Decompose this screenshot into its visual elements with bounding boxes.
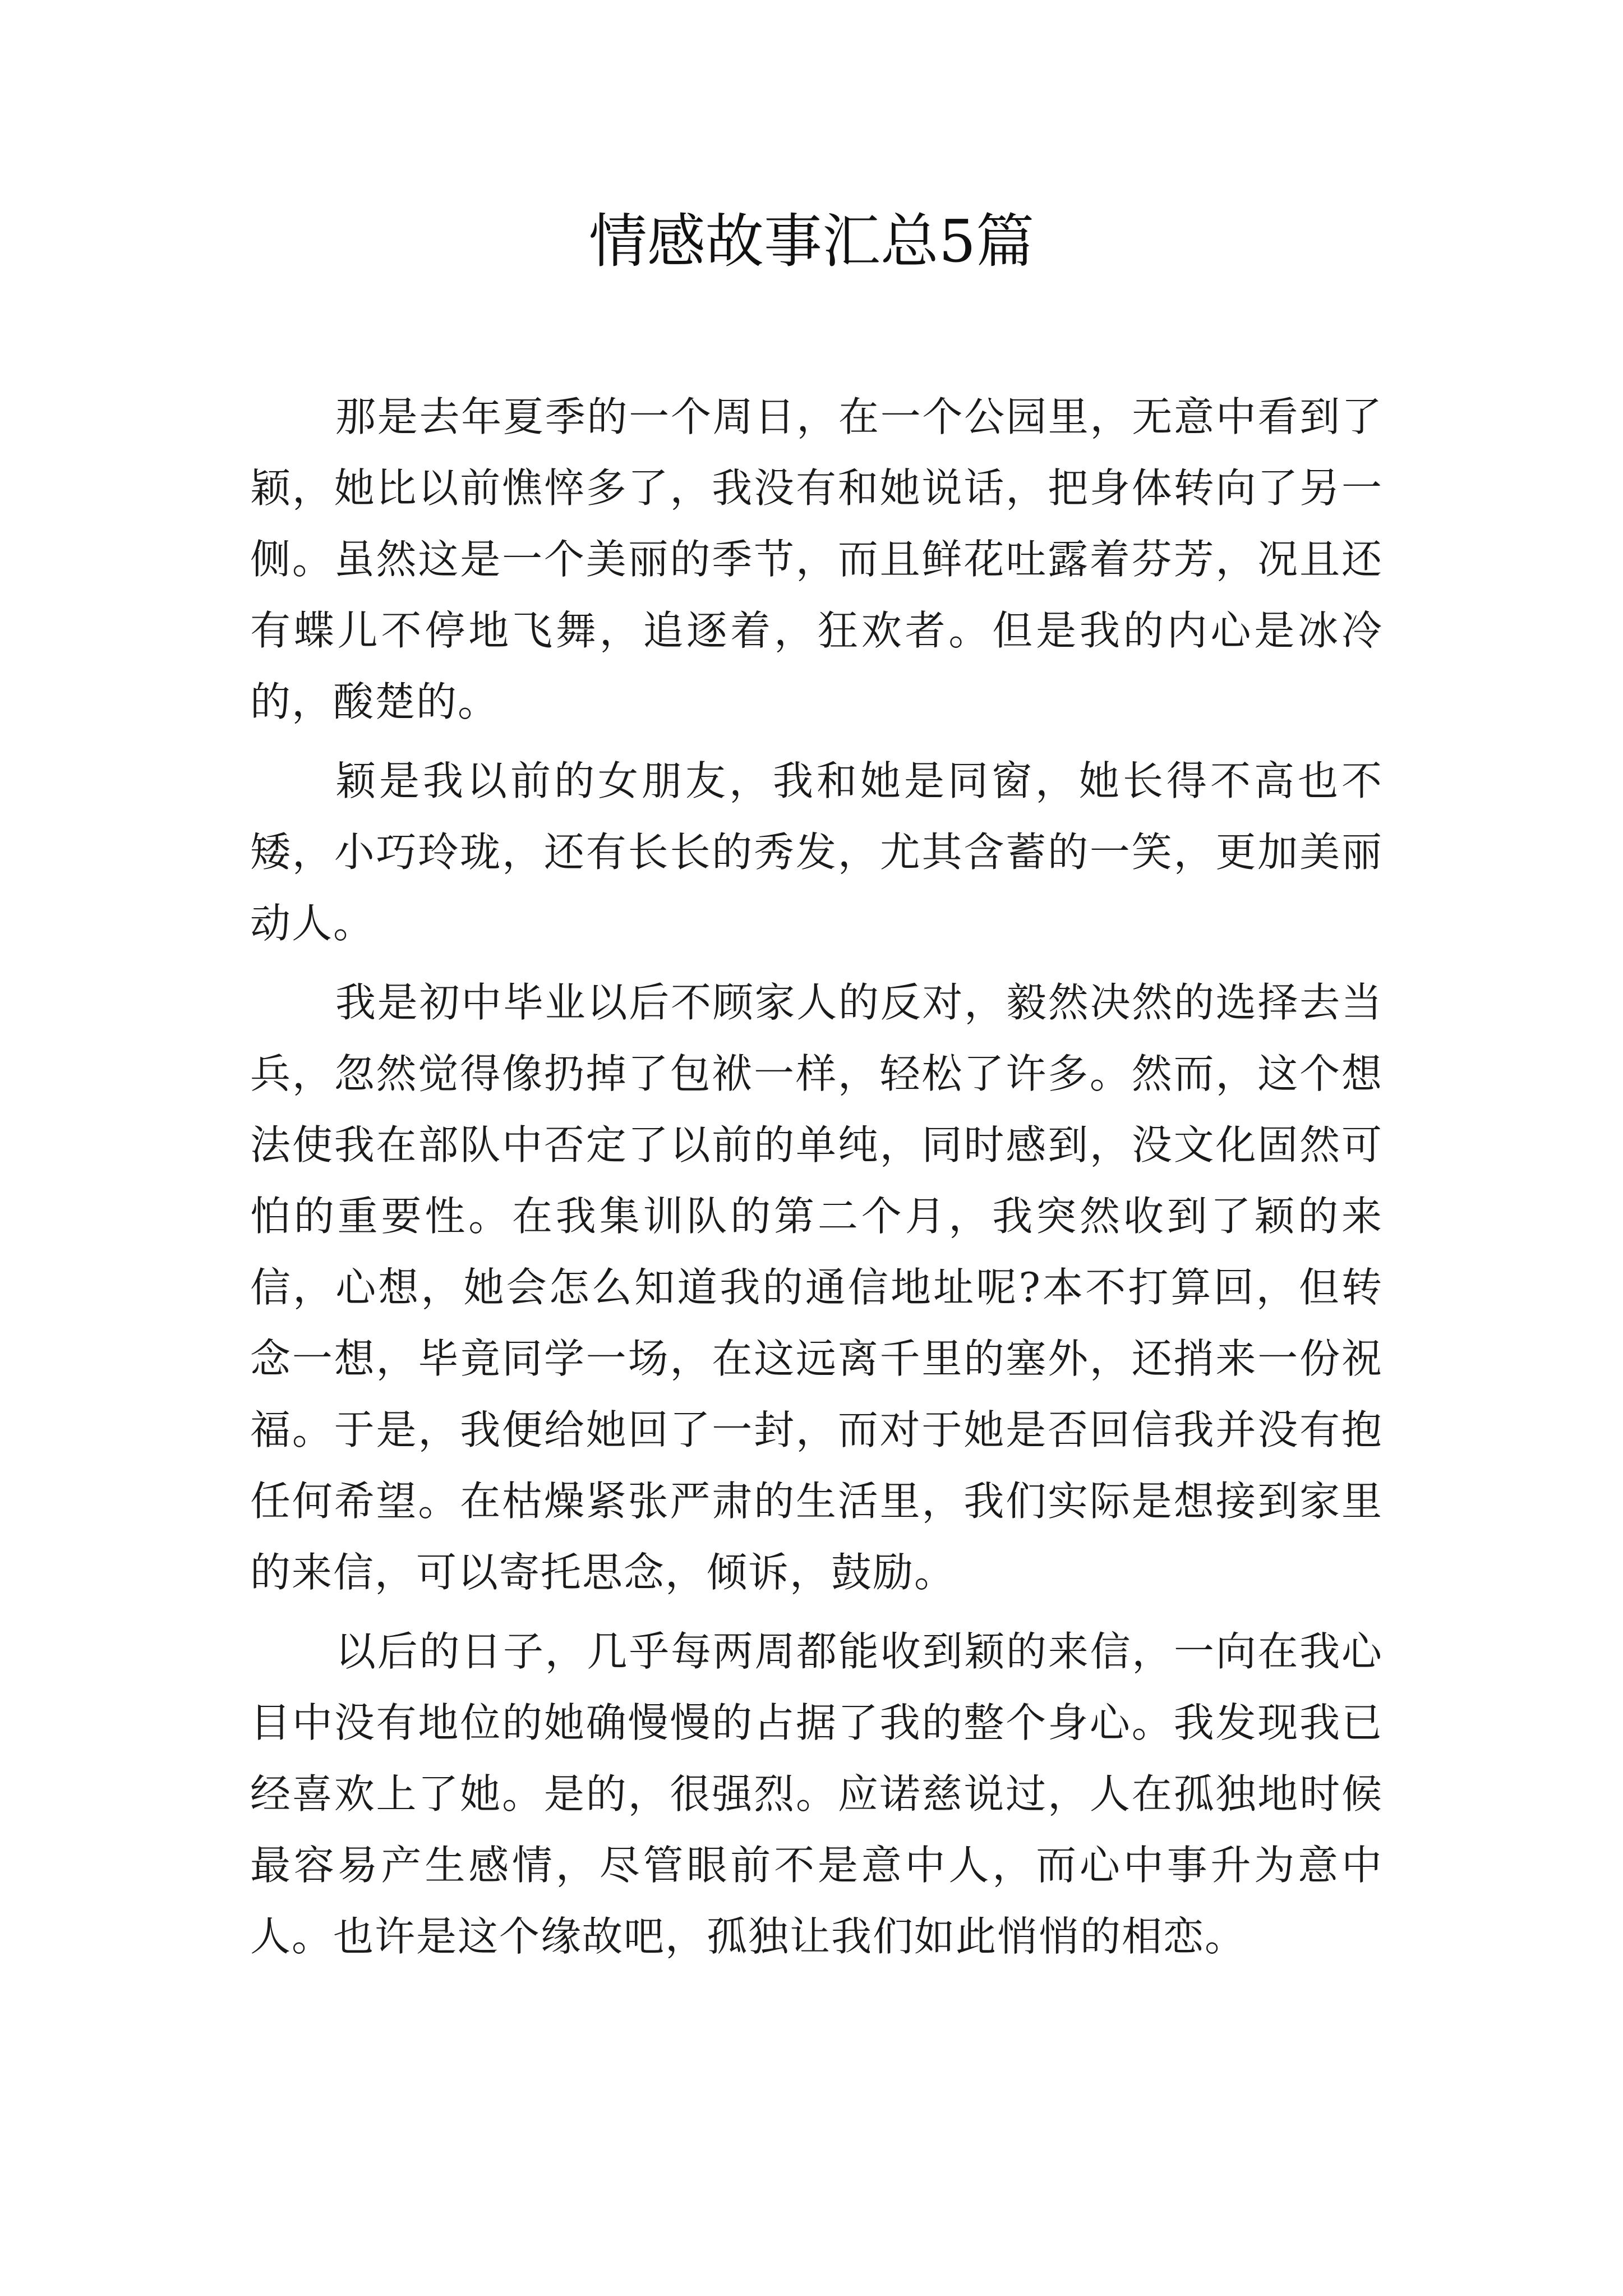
document-title: 情感故事汇总5篇 (588, 207, 1035, 275)
document-body (250, 381, 1383, 1980)
paragraph-4: 以后的日子，几乎每两周都能收到颖的来信，一向在我心目中没有地位的她确慢慢的占据了我的整个身心。我发现我已经喜欢上了她。是的，很强烈。应诺慈说过，人在孤独地时候最容易产生感情，尽管眼前不是意中人，而心中事升为意中人。也许是这个缘故吧，孤独让我们如此悄悄的相恋。 (250, 1628, 1383, 1960)
paragraph-1: 那是去年夏季的一个周日，在一个公园里，无意中看到了颖，她比以前憔悴多了，我没有和她说话，把身体转向了另一侧。虽然这是一个美丽的季节，而且鲜花吐露着芬芳，况且还有蝶儿不停地飞舞，追逐着，狂欢者。但是我的内心是冰冷的，酸楚的。 (250, 393, 1383, 725)
paragraph-3: 我是初中毕业以后不顾家人的反对，毅然决然的选择去当兵，忽然觉得像扔掉了包袱一样，轻松了许多。然而，这个想法使我在部队中否定了以前的单纯，同时感到，没文化固然可怕的重要性。在我集训队的第二个月，我突然收到了颖的来信，心想，她会怎么知道我的通信地址呢?本不打算回，但转念一想，毕竟同学一场，在这远离千里的塞外，还捎来一份祝福。于是，我便给她回了一封，而对于她是否回信我并没有抱任何希望。在枯燥紧张严肃的生活里，我们实际是想接到家里的来信，可以寄托思念，倾诉，鼓励。 (250, 979, 1383, 1596)
paragraph-2: 颖是我以前的女朋友，我和她是同窗，她长得不高也不矮，小巧玲珑，还有长长的秀发，尤其含蓄的一笑，更加美丽动人。 (250, 757, 1383, 947)
